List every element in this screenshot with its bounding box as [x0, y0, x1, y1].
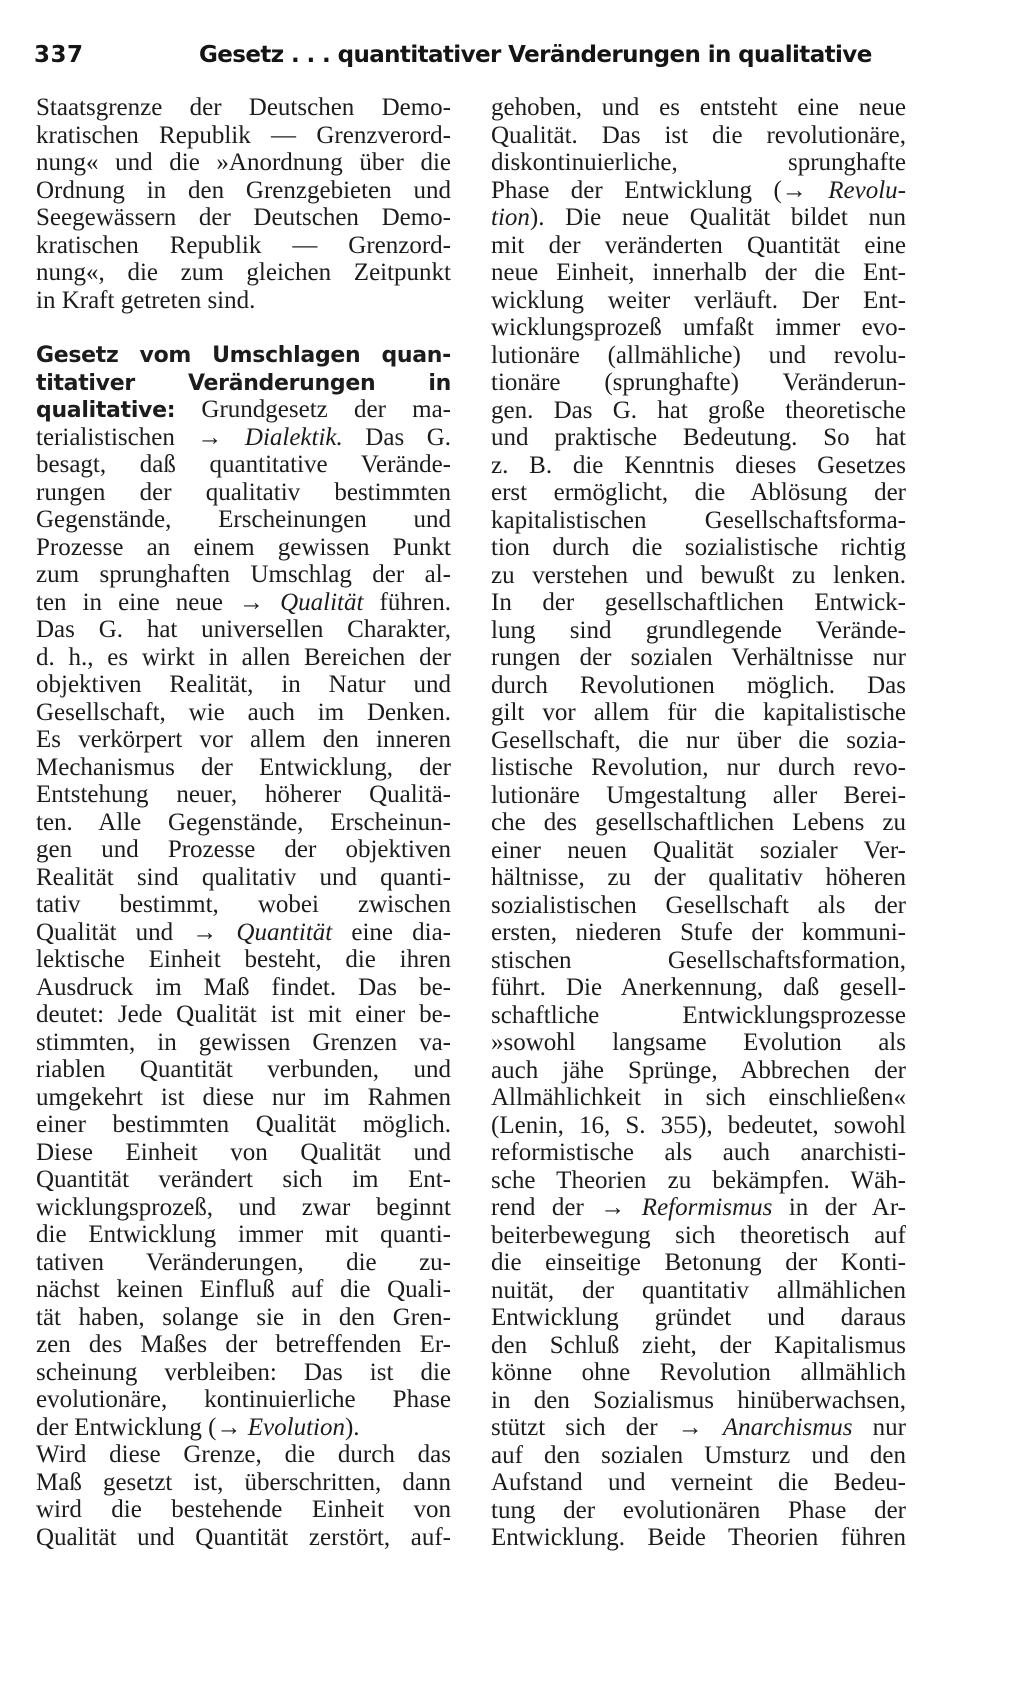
- text-line: könne ohne Revolution allmählich: [491, 1359, 906, 1386]
- text-line: Quantität verändert sich im Ent-: [36, 1166, 451, 1193]
- text-line: rungen der sozialen Verhältnisse nur: [491, 644, 906, 671]
- text-line: Staatsgrenze der Deutschen Demo-: [36, 94, 451, 121]
- text-line: Es verkörpert vor allem den inneren: [36, 726, 451, 753]
- text-line: deutet: Jede Qualität ist mit einer be-: [36, 1001, 451, 1028]
- text-line: zum sprunghaften Umschlag der al-: [36, 561, 451, 588]
- text-line: rungen der qualitativ bestimmten: [36, 478, 451, 506]
- text-line: [36, 589, 451, 617]
- running-head: Gesetz . . . quantitativer Veränderungen in qualitative: [199, 42, 872, 68]
- text-line: kratischen Republik — Grenzord-: [36, 231, 451, 259]
- text-line: [491, 1414, 906, 1442]
- text-line: einer bestimmten Qualität möglich.: [36, 1111, 451, 1138]
- text-line: tativ bestimmt, wobei zwischen: [36, 891, 451, 918]
- text-line: [491, 1194, 906, 1222]
- text-line: die Entwicklung immer mit quanti-: [36, 1221, 451, 1248]
- left-column: [36, 94, 451, 1551]
- text-line: [36, 424, 451, 452]
- text-line: zen des Maßes der betreffenden Er-: [36, 1331, 451, 1358]
- text-line: wicklungsprozeß, und zwar beginnt: [36, 1193, 451, 1221]
- text-line: Mechanismus der Entwicklung, der: [36, 753, 451, 781]
- cross-reference-link[interactable]: Revolu-: [828, 176, 906, 204]
- text-line: [36, 396, 451, 424]
- text-line: Gesellschaft, wie auch im Denken.: [36, 698, 451, 726]
- text-line: (Lenin, 16, S. 355), bedeutet, sowohl: [491, 1111, 906, 1139]
- line-text: terialistischen →: [36, 423, 245, 451]
- text-line: mit der veränderten Quantität eine: [491, 231, 906, 259]
- line-text: in der Ar-: [772, 1194, 906, 1221]
- line-text: Phase der Entwicklung (→: [491, 176, 829, 204]
- text-line: tung der evolutionären Phase der: [491, 1496, 906, 1524]
- entry-headword: qualitative:: [36, 398, 176, 423]
- text-line: nung« und die »Anordnung über die: [36, 149, 451, 176]
- text-line: sche Theorien zu bekämpfen. Wäh-: [491, 1166, 906, 1194]
- text-line: wird die bestehende Einheit von: [36, 1496, 451, 1523]
- text-line: in den Sozialismus hinüberwachsen,: [491, 1386, 906, 1414]
- text-line: Das G. hat universellen Charakter,: [36, 616, 451, 643]
- line-text: ten in eine neue →: [36, 588, 281, 616]
- text-line: [36, 369, 451, 397]
- text-line: besagt, daß quantitative Verände-: [36, 451, 451, 478]
- text-line: nächst keinen Einfluß auf die Quali-: [36, 1276, 451, 1303]
- text-line: lutionäre (allmähliche) und revolu-: [491, 341, 906, 369]
- text-line: Entwicklung. Beide Theorien führen: [491, 1524, 906, 1551]
- text-line: hältnisse, zu der qualitativ höheren: [491, 864, 906, 891]
- text-line: umgekehrt ist diese nur im Rahmen: [36, 1083, 451, 1111]
- text-line: den Schluß zieht, der Kapitalismus: [491, 1331, 906, 1359]
- line-text: ). Die neue Qualität bildet nun: [529, 204, 906, 231]
- cross-reference-link[interactable]: Dialektik.: [244, 423, 343, 451]
- line-text: der Entwicklung (→: [36, 1413, 248, 1441]
- text-line: Prozesse an einem gewissen Punkt: [36, 533, 451, 561]
- text-line: Gesellschaft, die nur über die sozia-: [491, 726, 906, 754]
- text-line: gen. Das G. hat große theoretische: [491, 396, 906, 424]
- text-line: tät haben, solange sie in den Gren-: [36, 1303, 451, 1331]
- text-line: tativen Veränderungen, die zu-: [36, 1248, 451, 1276]
- text-line: ersten, niederen Stufe der kommuni-: [491, 919, 906, 946]
- text-line: scheinung verbleiben: Das ist die: [36, 1358, 451, 1386]
- line-text: Das G.: [342, 423, 451, 451]
- text-line: evolutionäre, kontinuierliche Phase: [36, 1386, 451, 1413]
- text-line: Maß gesetzt ist, überschritten, dann: [36, 1468, 451, 1496]
- text-line: gen und Prozesse der objektiven: [36, 836, 451, 863]
- text-line: Wird diese Grenze, die durch das: [36, 1441, 451, 1468]
- text-line: Entwicklung gründet und daraus: [491, 1304, 906, 1331]
- line-text: rend der →: [491, 1194, 642, 1221]
- text-line: in Kraft getreten sind.: [36, 286, 256, 314]
- line-text: führen.: [363, 588, 451, 616]
- cross-reference-link[interactable]: tion: [491, 204, 530, 231]
- text-line: stimmten, in gewissen Grenzen va-: [36, 1028, 451, 1056]
- text-line: Ausdruck im Maß findet. Das be-: [36, 973, 451, 1001]
- text-line: sozialistischen Gesellschaft als der: [491, 891, 906, 919]
- text-line: che des gesellschaftlichen Lebens zu: [491, 809, 906, 836]
- text-line: zu verstehen und bewußt zu lenken.: [491, 561, 906, 589]
- text-line: auf den sozialen Umsturz und den: [491, 1441, 906, 1469]
- text-line: tionäre (sprunghafte) Veränderun-: [491, 369, 906, 396]
- text-line: In der gesellschaftlichen Entwick-: [491, 589, 906, 616]
- text-line: schaftliche Entwicklungsprozesse: [491, 1001, 906, 1029]
- text-line: lutionäre Umgestaltung aller Berei-: [491, 781, 906, 809]
- text-line: reformistische als auch anarchisti-: [491, 1139, 906, 1166]
- text-line: Realität sind qualitativ und quanti-: [36, 863, 451, 891]
- text-line: riablen Quantität verbunden, und: [36, 1056, 451, 1083]
- text-line: [36, 919, 451, 947]
- entry-text-block: [36, 1441, 451, 1551]
- text-line: erst ermöglicht, die Ablösung der: [491, 479, 906, 506]
- cross-reference-link[interactable]: Evolution: [247, 1413, 345, 1441]
- line-text: ).: [344, 1413, 360, 1441]
- text-line: Ordnung in den Grenzgebieten und: [36, 176, 451, 204]
- text-line: gehoben, und es entsteht eine neue: [491, 94, 906, 121]
- right-column: [491, 94, 906, 1552]
- text-line: Qualität und Quantität zerstört, auf-: [36, 1523, 451, 1551]
- text-line: lung sind grundlegende Verände-: [491, 616, 906, 644]
- cross-reference-link[interactable]: Qualität: [280, 588, 364, 616]
- entry-text-block: [491, 94, 906, 177]
- text-line: [491, 177, 906, 205]
- entry-text-block: [36, 616, 451, 919]
- text-line: Entstehung neuer, höherer Qualitä-: [36, 781, 451, 808]
- dictionary-entry: [36, 341, 451, 1551]
- text-line: Aufstand und verneint die Bedeu-: [491, 1469, 906, 1496]
- text-line: kapitalistischen Gesellschaftsforma-: [491, 506, 906, 534]
- text-line: ten. Alle Gegenstände, Erscheinun-: [36, 808, 451, 836]
- cross-reference-link[interactable]: Reformismus: [641, 1194, 773, 1221]
- entry-text-block: [491, 1442, 906, 1552]
- text-line: einer neuen Qualität sozialer Ver-: [491, 836, 906, 864]
- text-line: Gegenstände, Erscheinungen und: [36, 506, 451, 533]
- continuation-paragraph: [36, 94, 451, 314]
- text-line: d. h., es wirkt in allen Bereichen der: [36, 643, 451, 671]
- text-line: wicklung weiter verläuft. Der Ent-: [491, 286, 906, 314]
- text-line: lektische Einheit besteht, die ihren: [36, 946, 451, 973]
- text-line: und praktische Bedeutung. So hat: [491, 424, 906, 451]
- text-line: durch Revolutionen möglich. Das: [491, 671, 906, 699]
- cross-reference-link[interactable]: Anarchismus: [722, 1414, 853, 1441]
- text-line: wicklungsprozeß umfaßt immer evo-: [491, 314, 906, 341]
- text-line: nuität, der quantitativ allmählichen: [491, 1276, 906, 1304]
- text-line: Allmählichkeit in sich einschließen«: [491, 1084, 906, 1111]
- entry-text-block: [491, 1222, 906, 1415]
- text-line: listische Revolution, nur durch revo-: [491, 754, 906, 781]
- text-line: gilt vor allem für die kapitalistische: [491, 699, 906, 726]
- text-line: diskontinuierliche, sprunghafte: [491, 149, 906, 176]
- page-header: [34, 42, 904, 76]
- cross-reference-link[interactable]: Quantität: [236, 918, 333, 946]
- entry-headword: Gesetz vom Umschlagen quan-: [36, 343, 451, 368]
- text-line: Diese Einheit von Qualität und: [36, 1138, 451, 1166]
- text-line: tion durch die sozialistische richtig: [491, 534, 906, 561]
- text-line: neue Einheit, innerhalb der die Ent-: [491, 259, 906, 286]
- entry-headword: titativer Veränderungen in: [36, 370, 451, 396]
- text-line: objektiven Realität, in Natur und: [36, 671, 451, 698]
- text-line: [36, 341, 451, 369]
- text-line: die einseitige Betonung der Konti-: [491, 1249, 906, 1276]
- text-line: beiterbewegung sich theoretisch auf: [491, 1221, 906, 1249]
- line-text: eine dia-: [332, 918, 451, 946]
- entry-definition: Grundgesetz der ma-: [175, 396, 451, 423]
- text-line: »sowohl langsame Evolution als: [491, 1029, 906, 1056]
- text-line: [491, 204, 906, 232]
- entry-text-block: [36, 946, 451, 1414]
- entry-text-block: [36, 451, 451, 589]
- line-text: nur: [852, 1414, 906, 1441]
- text-line: auch jähe Sprünge, Abbrechen der: [491, 1056, 906, 1084]
- text-line: Qualität. Das ist die revolutionäre,: [491, 121, 906, 149]
- page-number: 337: [34, 42, 84, 68]
- line-text: Qualität und →: [36, 918, 237, 946]
- text-line: führt. Die Anerkennung, daß gesell-: [491, 974, 906, 1001]
- text-line: Seegewässern der Deutschen Demo-: [36, 204, 451, 231]
- entry-text-block: [491, 232, 906, 1195]
- text-line: nung«, die zum gleichen Zeitpunkt: [36, 259, 451, 286]
- text-line: stischen Gesellschaftsformation,: [491, 946, 906, 974]
- line-text: stützt sich der →: [491, 1414, 723, 1441]
- text-line: kratischen Republik — Grenzverord-: [36, 121, 451, 149]
- text-line: [36, 1414, 451, 1442]
- text-line: z. B. die Kenntnis dieses Gesetzes: [491, 451, 906, 479]
